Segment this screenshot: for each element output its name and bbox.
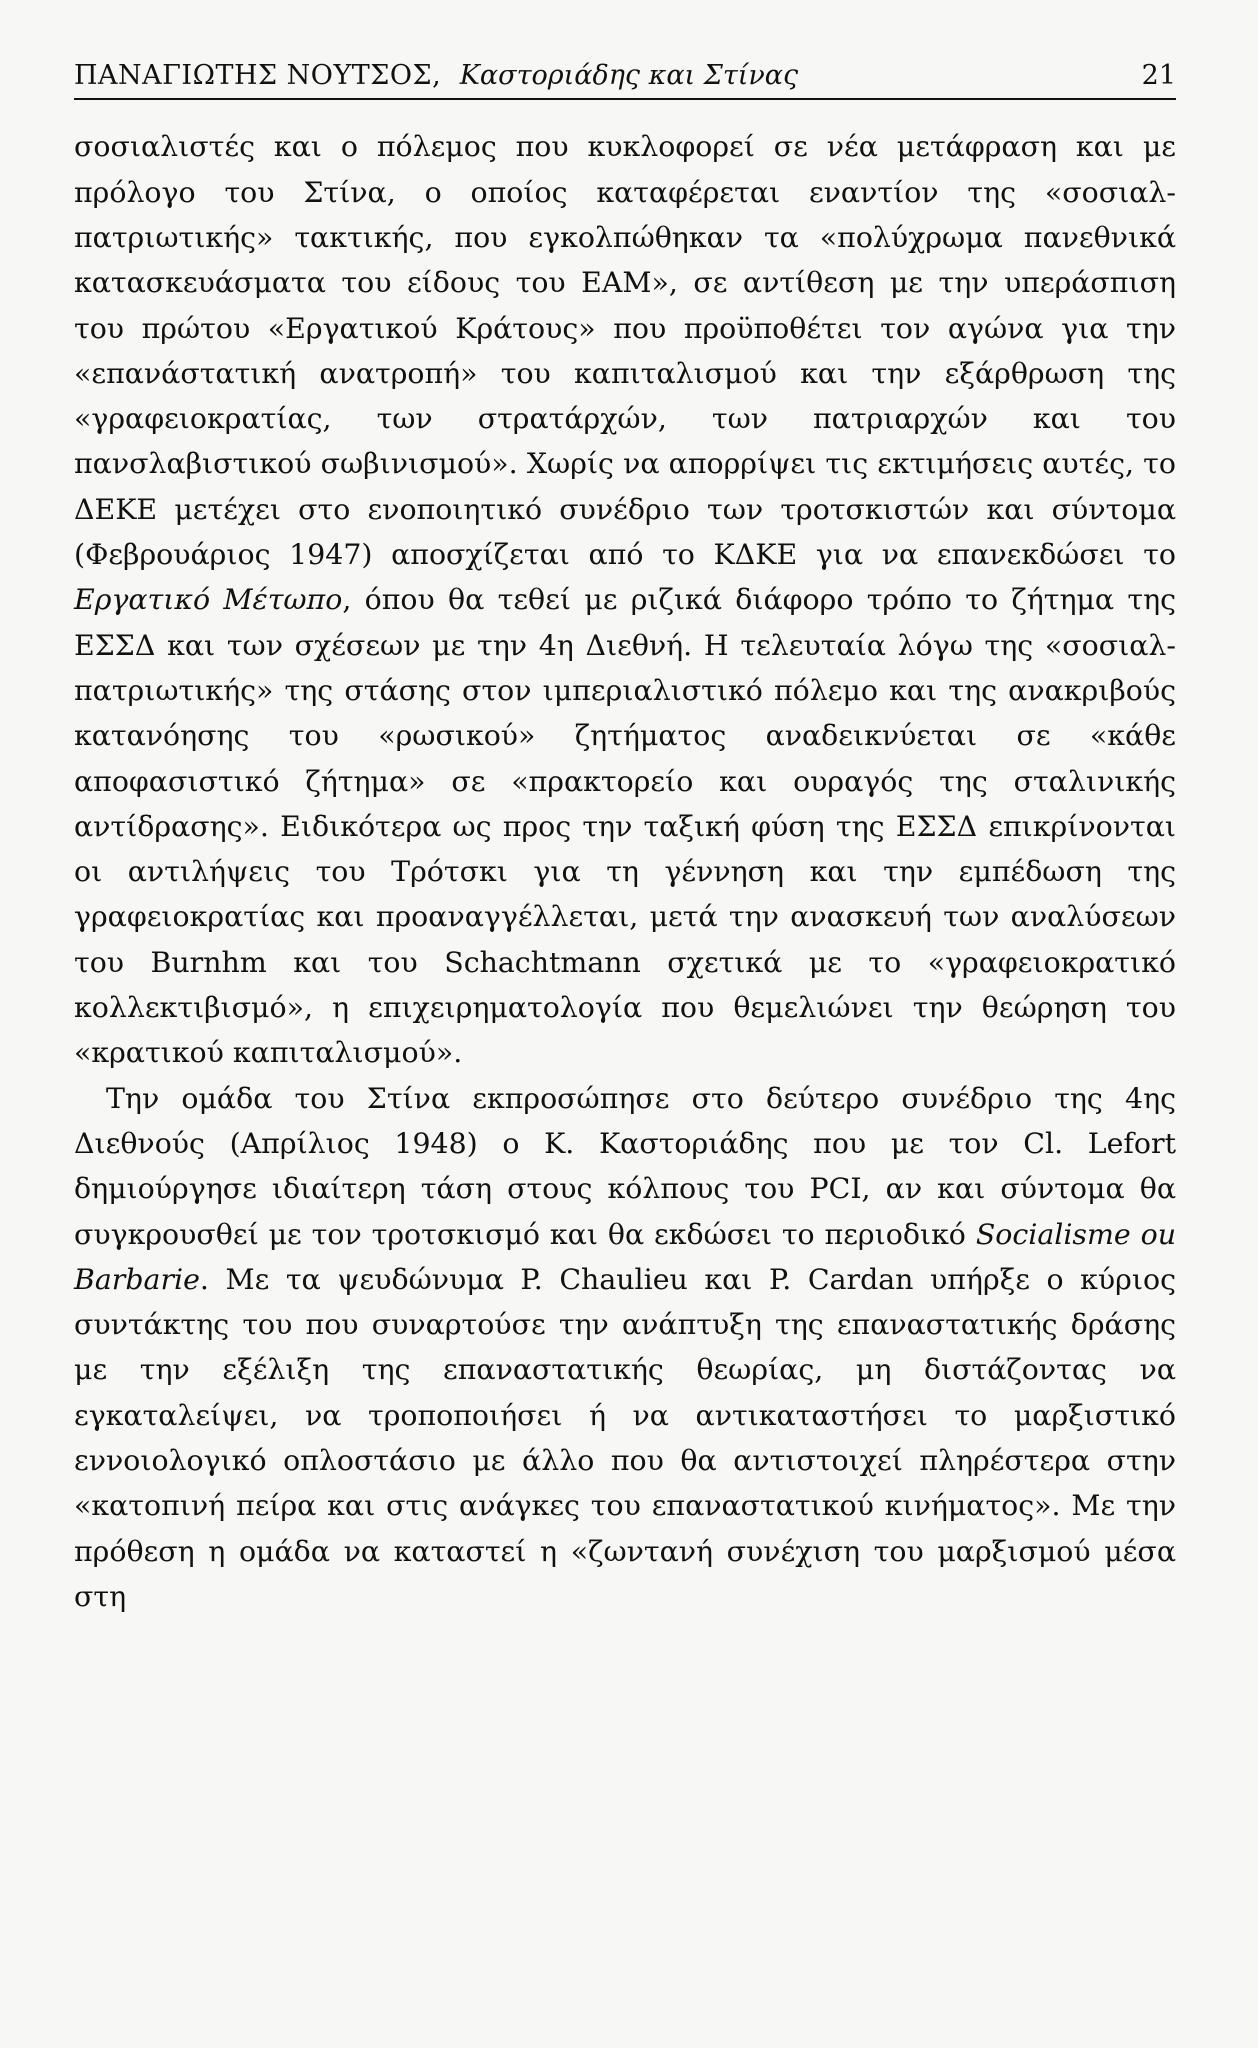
header-author: ΠΑΝΑΓΙΩΤΗΣ ΝΟΥΤΣΟΣ,: [74, 60, 442, 91]
italic-title: Socialisme ou Barbarie: [74, 1217, 1176, 1296]
body-text: [74, 124, 1176, 1619]
paragraph: [74, 124, 1176, 1075]
header-separator: [441, 60, 450, 92]
text-segment: Την ομάδα του Στίνα εκπροσώπησε στο δεύτερο συνέδριο της 4ης Διεθνούς (Απρίλιος 1948) ο Κ. Καστοριάδης που με τον Cl. Lefort δημιούργησε ιδιαίτερη τάση στους κόλπους του PCI, αν και σύντομα θα συγκρουσθεί με τον τροτσκισμό και θα εκδώσει το περιοδικό: [74, 1081, 1176, 1251]
text-segment: , όπου θα τεθεί με ριζικά διάφορο τρόπο το ζήτημα της ΕΣΣΔ και των σχέσεων με την 4η Διεθνή. Η τελευταία λόγω της «σοσιαλ-πατριωτικής» της στάσης στον ιμπεριαλιστικό πόλεμο και της ανακριβούς κατανόησης του «ρωσικού» ζητήματος αναδεικνύεται σε «κάθε αποφασιστικό ζήτημα» σε «πρακτορείο και ουραγός της σταλινικής αντίδρασης». Ειδικότερα ως προς την ταξική φύση της ΕΣΣΔ επικρίνονται οι αντιλήψεις του Τρότσκι για τη γέννηση και την εμπέδωση της γραφειοκρατίας και προαναγγέλλεται, μετά την ανασκευή των αναλύσεων του Burnhm και του Schachtmann σχετικά με το «γραφειοκρατικό κολλεκτιβισμό», η επιχειρηματολογία που θεμελιώνει την θεώρηση του «κρατικού καπιταλισμού».: [74, 583, 1177, 1070]
italic-title: Εργατικό Μέτωπο: [74, 583, 343, 617]
page-number: 21: [1141, 60, 1176, 91]
text-segment: σοσιαλιστές και ο πόλεμος που κυκλοφορεί σε νέα μετάφραση και με πρόλογο του Στίνα, ο οποίος καταφέρεται εναντίον της «σοσιαλ-πατριωτικής» τακτικής, που εγκολπώθηκαν τα «πολύχρωμα πανεθνικά κατασκευάσματα του είδους του ΕΑΜ», σε αντίθεση με την υπεράσπιση του πρώτου «Εργατικού Κράτους» που προϋποθέτει τον αγώνα για την «επανάστατική ανατροπή» του καπιταλισμού και την εξάρθρωση της «γραφειοκρατίας, των στρατάρχών, των πατριαρχών και του πανσλαβιστικού σωβινισμού». Χωρίς να απορρίψει τις εκτιμήσεις αυτές, το ΔΕΚΕ μετέχει στο ενοποιητικό συνέδριο των τροτσκιστών και σύντομα (Φεβρουάριος 1947) αποσχίζεται από το ΚΔΚΕ για να επανεκδώσει το: [74, 130, 1176, 572]
header-title: Καστοριάδης και Στίνας: [459, 60, 799, 91]
paragraph: [74, 1076, 1176, 1620]
text-segment: . Με τα ψευδώνυμα P. Chaulieu και P. Cardan υπήρξε ο κύριος συντάκτης του που συναρτούσε την ανάπτυξη της επαναστατικής δράσης με την εξέλιξη της επαναστατικής θεωρίας, μη διστάζοντας να εγκαταλείψει, να τροποποιήσει ή να αντικαταστήσει το μαρξιστικό εννοιολογικό οπλοστάσιο με άλλο που θα αντιστοιχεί πληρέστερα στην «κατοπινή πείρα και στις ανάγκες του επαναστατικού κινήματος». Με την πρόθεση η ομάδα να καταστεί η «ζωντανή συνέχιση του μαρξισμού μέσα στη: [74, 1262, 1176, 1613]
running-header: [74, 60, 1176, 100]
